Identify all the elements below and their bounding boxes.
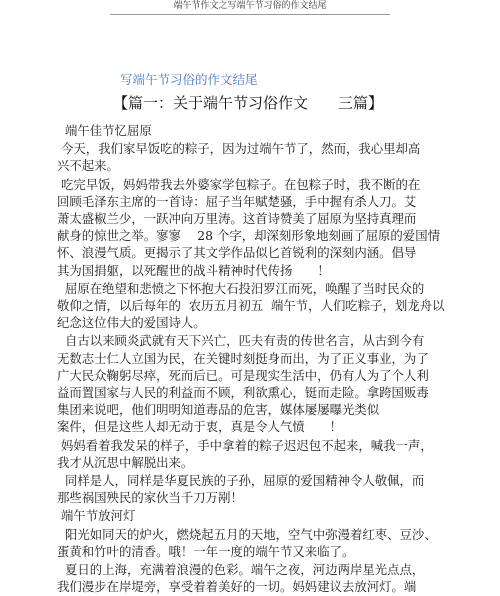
header-divider: [110, 14, 390, 15]
paragraph-line: 其为国捐躯，以死醒世的战斗精神时代传扬 ！: [57, 262, 330, 278]
paragraph-line: 阳光如同天的炉火，燃烧起五月的天地，空气中弥漫着红枣、豆沙、: [65, 526, 437, 542]
article-link-title[interactable]: 写端午节习俗的作文结尾: [120, 72, 258, 87]
paragraph-line: 蛋黄和竹叶的清香。哦！一年一度的端午节又来临了。: [57, 543, 355, 559]
paragraph-line: 怀、浪漫气质。更揭示了其文学作品似匕首锐利的深刻内涵。倡导: [57, 245, 417, 261]
paragraph-line: 案件，但是这些人却无动于衷，真是令人气愤 ！: [57, 419, 342, 435]
paragraph-line: 妈妈看着我发呆的样子，手中拿着的粽子迟迟包不起来，喊我一声，: [61, 437, 433, 453]
paragraph-line: 自古以来顾炎武就有天下兴亡，匹夫有责的传世名言，从古到今有: [65, 333, 425, 349]
paragraph-line: 兴不起来。: [57, 158, 119, 174]
paragraph-line: 无数志士仁人立国为民，在关键时刻挺身而出，为了正义事业，为了: [57, 350, 429, 366]
paragraph-line: 献身的惊世之举。寥寥 28 个字，却深刻形象地刻画了屈原的爱国情: [57, 228, 440, 244]
paragraph-line: 屈原在绝望和悲愤之下怀抱大石投汨罗江而死，唤醒了当时民众的: [65, 280, 425, 296]
page-header: 端午节作文之写端午节习俗的作文结尾: [173, 1, 327, 11]
chapter-heading: 【篇一：关于端午节习俗作文 三篇】: [113, 94, 384, 112]
paragraph-line: 回顾毛泽东主席的一首诗：屈子当年赋楚骚，手中握有杀人刀。艾: [57, 193, 417, 209]
paragraph-line: 纪念这位伟大的爱国诗人。: [57, 315, 206, 331]
paragraph-line: 益而置国家与人民的利益而不顾，利欲熏心，铤而走险。拿跨国贩毒: [57, 385, 429, 401]
paragraph-line: 端午佳节忆屈原: [65, 123, 152, 138]
paragraph-line: 吃完早饭，妈妈带我去外婆家学包粽子。在包粽子时，我不断的在: [61, 176, 421, 192]
paragraph-line: 我们漫步在岸堤旁，享受着着美好的一切。妈妈建议去放河灯。端: [57, 579, 417, 595]
paragraph-line: 萧太盛椒兰少，一跃冲向万里涛。这首诗赞美了屈原为坚持真理而: [57, 211, 417, 227]
paragraph-line: 夏日的上海，充满着浪漫的色彩。端午之夜，河边两岸星光点点，: [65, 562, 425, 578]
article-body: [57, 122, 457, 596]
paragraph-line: 敬仰之情，以后每年的 农历五月初五 端午节，人们吃粽子，划龙舟以: [57, 298, 445, 314]
paragraph-line: 那些祸国殃民的家伙当千刀万剐！: [57, 490, 243, 506]
paragraph-line: 集团来说吧，他们明明知道毒品的危害，媒体屡屡曝光类似: [57, 402, 380, 418]
paragraph-line: 同样是人，同样是华夏民族的子孙，屈原的爱国精神令人敬佩，而: [65, 473, 425, 489]
paragraph-line: 我才从沉思中解脱出来。: [57, 454, 194, 470]
paragraph-line: 今天，我们家早饭吃的粽子，因为过端午节了，然而，我心里却高: [61, 141, 421, 157]
paragraph-line: 广大民众鞠躬尽瘁，死而后已。可是现实生活中，仍有人为了个人利: [57, 367, 429, 383]
paragraph-line: 端午节放河灯: [61, 508, 136, 524]
